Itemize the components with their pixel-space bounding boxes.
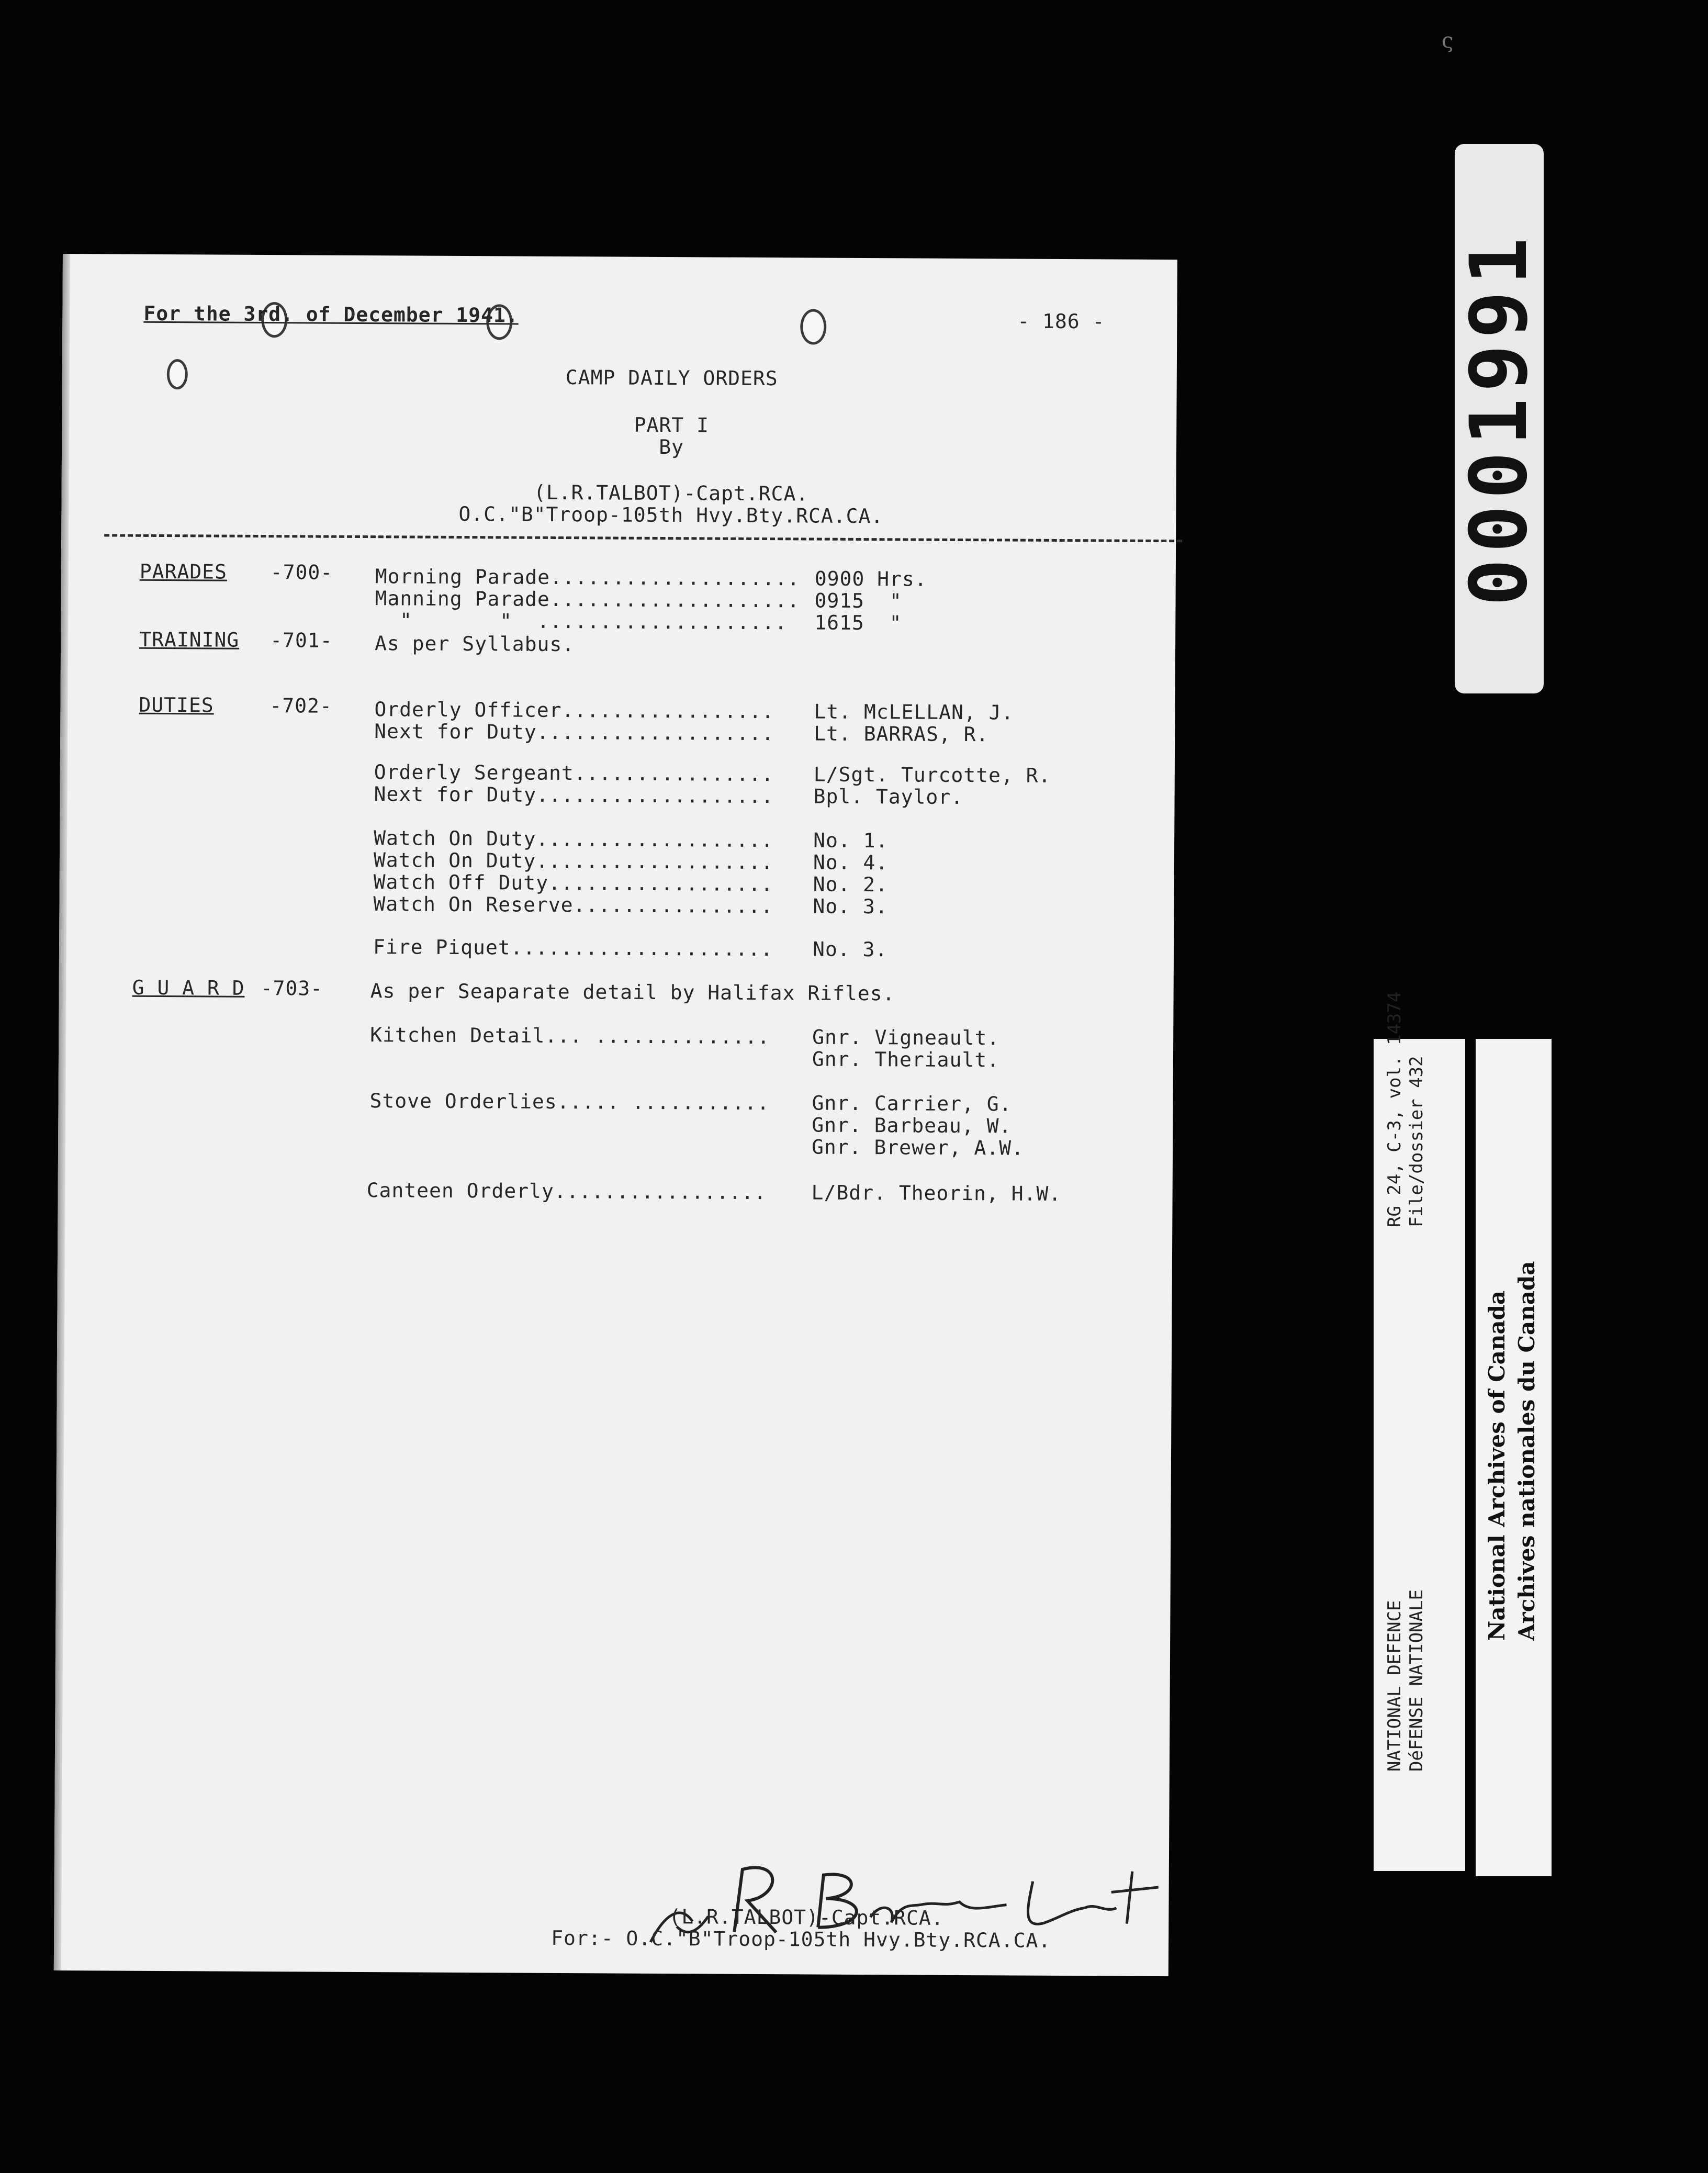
duty-item: Watch Off Duty..................	[373, 870, 773, 896]
archive-file: File/dossier 432	[1406, 1056, 1427, 1227]
archives-canada-label	[1476, 1039, 1552, 1876]
frame-number-text: 0001991	[1454, 231, 1545, 607]
canteen-orderly-label: Canteen Orderly.................	[366, 1179, 767, 1204]
duty-value: No. 1.	[813, 828, 889, 853]
order-sheet	[54, 254, 1177, 1976]
issuing-unit: O.C."B"Troop-105th Hvy.Bty.RCA.CA.	[458, 502, 884, 528]
punch-hole	[167, 359, 188, 389]
kitchen-detail-name: Gnr. Vigneault.	[812, 1025, 1000, 1050]
duty-value: No. 4.	[813, 850, 889, 875]
department-en: NATIONAL DEFENCE	[1384, 1600, 1405, 1772]
parade-value: 1615 "	[814, 611, 902, 635]
section-label-training: TRAINING	[139, 628, 240, 652]
by-line: By	[659, 435, 684, 459]
paper-edge-shadow	[54, 254, 70, 1970]
duty-value: Lt. BARRAS, R.	[814, 722, 989, 746]
duty-value: Lt. McLELLAN, J.	[814, 700, 1014, 724]
section-label-duties: DUTIES	[139, 693, 214, 717]
section-code-guard: -703-	[260, 976, 323, 1000]
punch-hole	[800, 309, 826, 344]
corner-mark: ς	[1442, 29, 1454, 53]
document-title: CAMP DAILY ORDERS	[565, 366, 778, 390]
part-heading: PART I	[634, 413, 710, 437]
archive-reference: RG 24, C-3, vol. 14374	[1384, 991, 1405, 1227]
department-fr: DéFENSE NATIONALE	[1406, 1589, 1427, 1772]
section-code-parades: -700-	[270, 561, 333, 584]
guard-text: As per Seaparate detail by Halifax Rifles.	[370, 979, 895, 1005]
stove-orderly-name: Gnr. Brewer, A.W.	[811, 1135, 1025, 1160]
duty-value: Bpl. Taylor.	[813, 785, 964, 809]
kitchen-detail-name: Gnr. Theriault.	[812, 1047, 1000, 1072]
parade-item: Morning Parade....................	[375, 565, 800, 590]
parade-item: Manning Parade....................	[375, 587, 800, 612]
signature-for-line: For:- O.C."B"Troop-105th Hvy.Bty.RCA.CA.	[551, 1926, 1051, 1952]
duty-value: No. 2.	[813, 872, 889, 897]
section-code-training: -701-	[270, 629, 333, 652]
kitchen-detail-label: Kitchen Detail... ..............	[370, 1023, 770, 1049]
section-label-guard: G U A R D	[132, 976, 245, 1000]
stove-orderly-name: Gnr. Barbeau, W.	[812, 1113, 1012, 1138]
stove-orderly-name: Gnr. Carrier, G.	[812, 1091, 1012, 1116]
duty-item: Next for Duty...................	[374, 782, 774, 808]
duty-item: Orderly Officer.................	[374, 698, 774, 723]
stove-orderlies-label: Stove Orderlies..... ...........	[369, 1089, 770, 1115]
archives-name-fr: Archives nationales du Canada	[1514, 1261, 1540, 1641]
duty-value: No. 3.	[813, 894, 888, 919]
parade-value: 0900 Hrs.	[814, 567, 927, 591]
section-code-duties: -702-	[269, 694, 332, 718]
archives-name-en: National Archives of Canada	[1484, 1290, 1510, 1641]
header-date: For the 3rd. of December 1941.	[143, 301, 519, 327]
archive-reference-label	[1374, 991, 1465, 1871]
training-text: As per Syllabus.	[374, 632, 575, 656]
section-label-parades: PARADES	[139, 559, 228, 584]
parade-value: 0915 "	[814, 589, 902, 613]
signature-officer: (L.R.TALBOT)-Capt.RCA.	[669, 1905, 944, 1930]
duty-item: Watch On Duty...................	[373, 848, 774, 874]
issuing-officer: (L.R.TALBOT)-Capt.RCA.	[533, 480, 809, 506]
duty-value: L/Sgt. Turcotte, R.	[813, 763, 1051, 787]
microfilm-frame-number	[1455, 144, 1544, 693]
page-number: - 186 -	[1017, 309, 1105, 333]
parade-item: " " ....................	[375, 609, 788, 634]
duty-item: Orderly Sergeant................	[374, 760, 774, 786]
duty-value: No. 3.	[812, 937, 888, 961]
duty-item: Watch On Reserve................	[373, 892, 773, 918]
duty-item: Next for Duty...................	[374, 720, 774, 745]
dashed-divider	[104, 534, 1182, 542]
canteen-orderly-name: L/Bdr. Theorin, H.W.	[811, 1181, 1062, 1206]
duty-item: Watch On Duty...................	[374, 826, 774, 852]
duty-item: Fire Piquet.....................	[373, 935, 773, 961]
